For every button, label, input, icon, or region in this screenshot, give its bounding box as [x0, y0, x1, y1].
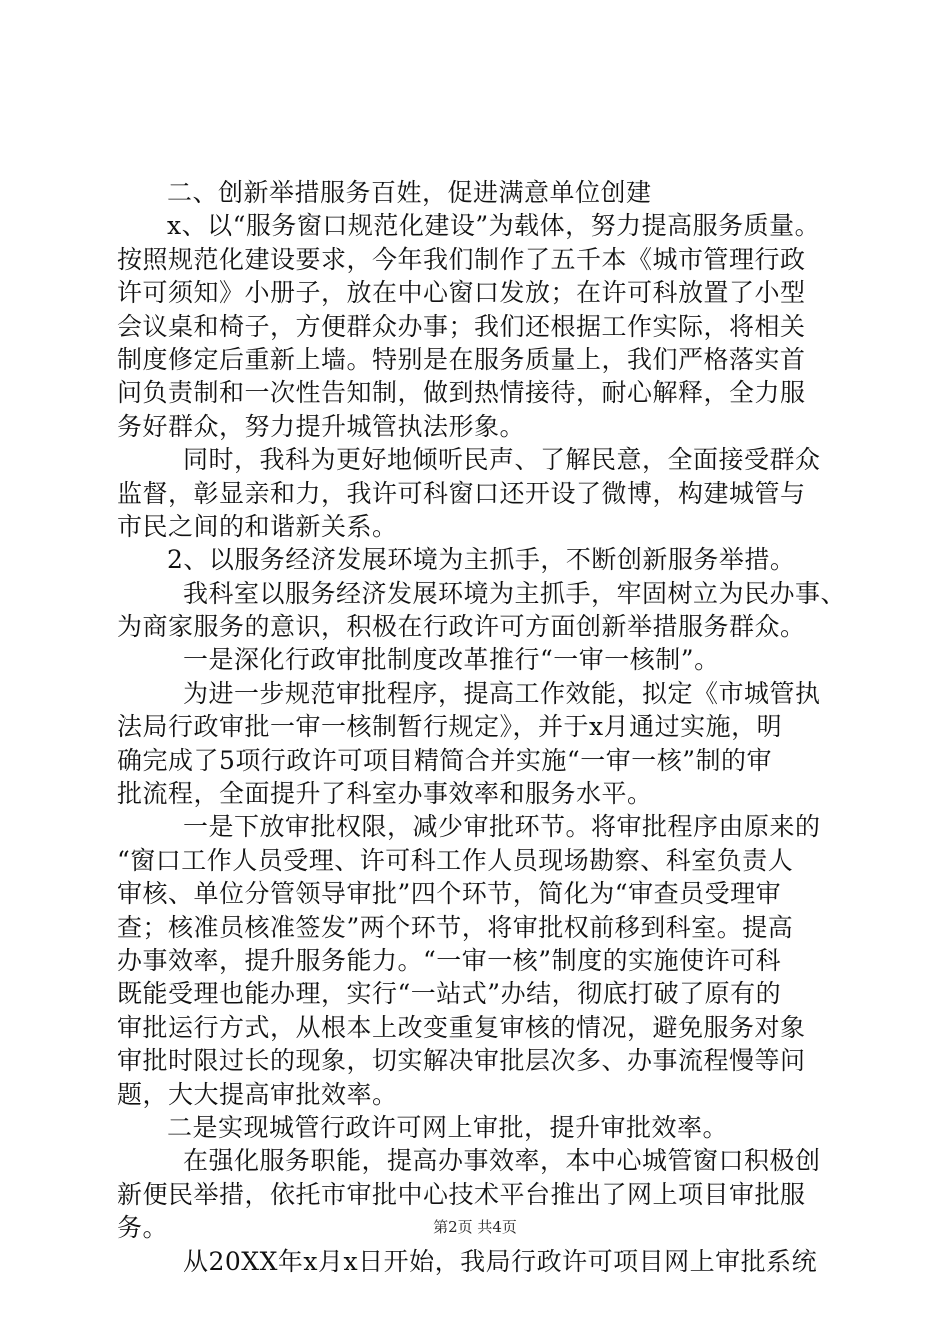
paragraph-line: 一是深化行政审批制度改革推行“一审一核制”。 — [183, 645, 720, 675]
paragraph-line: 二是实现城管行政许可网上审批，提升审批效率。 — [167, 1112, 729, 1142]
paragraph-line: 同时，我科为更好地倾听民声、了解民意，全面接受群众 — [183, 445, 821, 475]
paragraph-line: 务。 — [117, 1213, 169, 1243]
paragraph-line: 为商家服务的意识，积极在行政许可方面创新举措服务群众。 — [117, 612, 806, 642]
document-body — [117, 176, 847, 1278]
paragraph-line: 市民之间的和谐新关系。 — [117, 511, 398, 541]
paragraph-line: x、以“服务窗口规范化建设”为载体，努力提高服务质量。 — [167, 211, 821, 241]
paragraph-line: 批流程，全面提升了科室办事效率和服务水平。 — [117, 779, 653, 809]
paragraph-line: 一是下放审批权限，减少审批环节。将审批程序由原来的 — [183, 812, 821, 842]
paragraph-line: 监督，彰显亲和力，我许可科窗口还开设了微博，构建城管与 — [117, 478, 806, 508]
paragraph-line: 问负责制和一次性告知制，做到热情接待，耐心解释，全力服 — [117, 378, 806, 408]
paragraph-line: 查；核准员核准签发”两个环节，将审批权前移到科室。提高 — [117, 912, 794, 942]
paragraph-line: 从20XX年x月x日开始，我局行政许可项目网上审批系统 — [183, 1246, 818, 1276]
paragraph-line: 务好群众，努力提升城管执法形象。 — [117, 411, 526, 441]
paragraph-line: 确完成了5项行政许可项目精简合并实施“一审一核”制的审 — [117, 745, 772, 775]
paragraph-line: 题，大大提高审批效率。 — [117, 1079, 398, 1109]
paragraph-line: “窗口工作人员受理、许可科工作人员现场勘察、科室负责人 — [117, 845, 794, 875]
paragraph-line: 会议桌和椅子，方便群众办事；我们还根据工作实际，将相关 — [117, 311, 806, 341]
paragraph-line: 2、以服务经济发展环境为主抓手，不断创新服务举措。 — [167, 545, 796, 575]
paragraph-line: 审批时限过长的现象，切实解决审批层次多、办事流程慢等问 — [117, 1046, 806, 1076]
paragraph-line: 制度修定后重新上墙。特别是在服务质量上，我们严格落实首 — [117, 344, 806, 374]
page-number-footer: 第2页 共4页 — [433, 1218, 517, 1236]
paragraph-line: 在强化服务职能，提高办事效率，本中心城管窗口积极创 — [183, 1146, 821, 1176]
paragraph-line: 既能受理也能办理，实行“一站式”办结，彻底打破了原有的 — [117, 979, 782, 1009]
section-heading: 二、创新举措服务百姓，促进满意单位创建 — [167, 178, 652, 207]
paragraph-line: 审批运行方式，从根本上改变重复审核的情况，避免服务对象 — [117, 1012, 806, 1042]
paragraph-line: 按照规范化建设要求，今年我们制作了五千本《城市管理行政 — [117, 244, 806, 274]
paragraph-line: 许可须知》小册子，放在中心窗口发放；在许可科放置了小型 — [117, 278, 806, 308]
paragraph-line: 审核、单位分管领导审批”四个环节，简化为“审查员受理审 — [117, 879, 782, 909]
paragraph-line: 我科室以服务经济发展环境为主抓手，牢固树立为民办事、 — [183, 578, 847, 608]
paragraph-line: 法局行政审批一审一核制暂行规定》，并于x月通过实施，明 — [117, 712, 783, 742]
paragraph-line: 新便民举措，依托市审批中心技术平台推出了网上项目审批服 — [117, 1179, 806, 1209]
paragraph-line: 为进一步规范审批程序，提高工作效能，拟定《市城管执 — [183, 678, 821, 708]
paragraph-line: 办事效率，提升服务能力。“一审一核”制度的实施使许可科 — [117, 945, 782, 975]
